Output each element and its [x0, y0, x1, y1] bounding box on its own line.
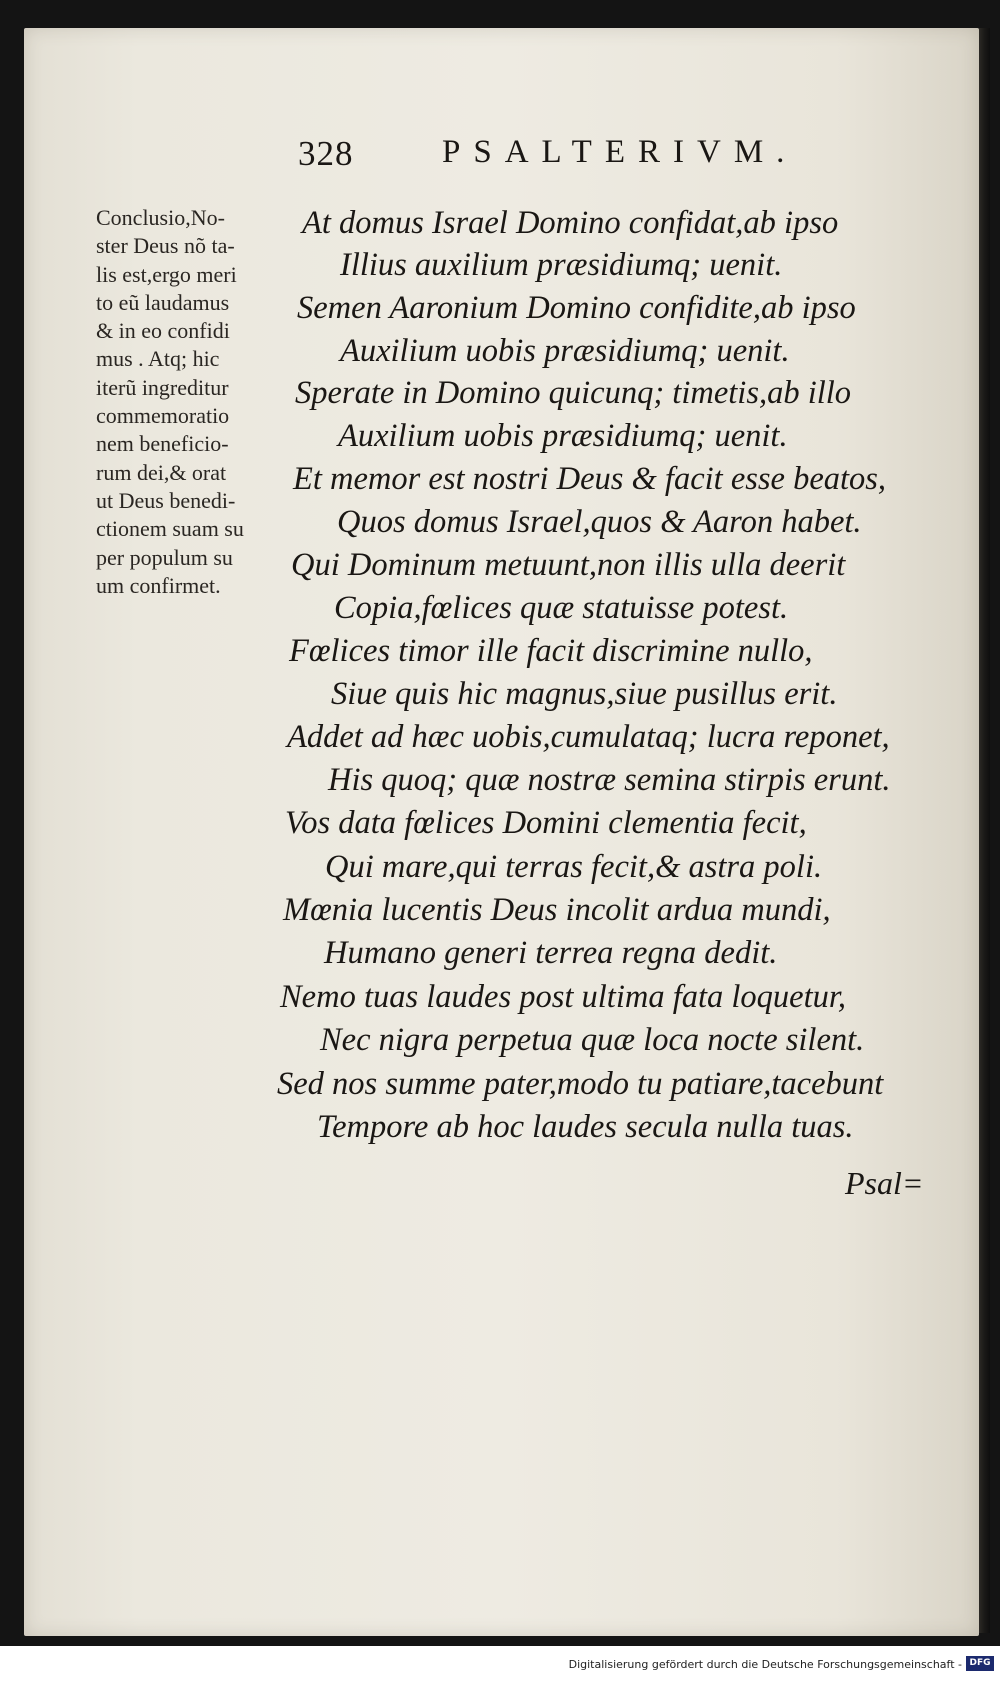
- verse-line: Et memor est nostri Deus & facit esse beatos,: [293, 461, 887, 497]
- verse-line: At domus Israel Domino confidat,ab ipso: [302, 205, 839, 241]
- verse-line: Sperate in Domino quicunq; timetis,ab illo: [295, 375, 852, 411]
- funding-credit: Digitalisierung gefördert durch die Deutsche Forschungsgemeinschaft -: [568, 1658, 962, 1671]
- verse-line: Nec nigra perpetua quæ loca nocte silent.: [320, 1022, 865, 1058]
- running-title: PSALTERIVM.: [442, 134, 798, 170]
- page-number: 328: [298, 134, 354, 173]
- margin-note-line: um confirmet.: [96, 572, 221, 598]
- margin-note-line: ster Deus nõ ta-: [96, 233, 235, 259]
- verse-line: His quoq; quæ nostræ semina stirpis erunt.: [328, 762, 891, 798]
- margin-note-line: & in eo confidi: [96, 318, 230, 344]
- dfg-logo: DFG: [966, 1656, 994, 1671]
- margin-note-line: ctionem suam su: [96, 516, 244, 542]
- margin-note-line: commemoratio: [96, 403, 230, 429]
- verse-line: Semen Aaronium Domino confidite,ab ipso: [297, 290, 856, 326]
- margin-note-line: iterũ ingreditur: [96, 374, 229, 400]
- verse-line: Qui Dominum metuunt,non illis ulla deerit: [291, 547, 846, 583]
- verse-line: Nemo tuas laudes post ultima fata loquetur,: [280, 979, 847, 1015]
- catchword: Psal=: [845, 1165, 924, 1201]
- margin-note-line: mus . Atq; hic: [96, 346, 220, 372]
- margin-note-line: per populum su: [96, 544, 233, 570]
- margin-note-line: to eũ laudamus: [96, 289, 230, 315]
- margin-note-line: Conclusio,No-: [96, 205, 225, 230]
- verse-line: Mœnia lucentis Deus incolit ardua mundi,: [283, 892, 831, 928]
- verse-line: Qui mare,qui terras fecit,& astra poli.: [325, 849, 823, 885]
- verse-line: Fœlices timor ille facit discrimine nullo,: [289, 633, 813, 669]
- verse-line: Tempore ab hoc laudes secula nulla tuas.: [317, 1109, 854, 1145]
- margin-note-line: ut Deus benedi-: [96, 487, 236, 513]
- verse-line: Sed nos summe pater,modo tu patiare,tacebunt: [277, 1066, 884, 1102]
- verse-line: Humano generi terrea regna dedit.: [324, 935, 778, 971]
- verse-line: Illius auxilium præsidiumq; uenit.: [340, 247, 783, 283]
- verse-line: Auxilium uobis præsidiumq; uenit.: [340, 333, 790, 369]
- footer-bar: [0, 1646, 1000, 1682]
- verse-line: Quos domus Israel,quos & Aaron habet.: [337, 504, 862, 540]
- margin-note-line: rum dei,& orat: [96, 459, 227, 485]
- verse-line: Auxilium uobis præsidiumq; uenit.: [338, 418, 788, 454]
- verse-line: Addet ad hæc uobis,cumulataq; lucra reponet,: [287, 719, 890, 755]
- margin-note-line: nem beneficio-: [96, 431, 229, 457]
- verse-line: Siue quis hic magnus,siue pusillus erit.: [331, 676, 838, 712]
- verse-line: Vos data fœlices Domini clementia fecit,: [285, 805, 807, 841]
- margin-note-line: lis est,ergo meri: [96, 261, 237, 287]
- verse-line: Copia,fœlices quæ statuisse potest.: [334, 590, 789, 626]
